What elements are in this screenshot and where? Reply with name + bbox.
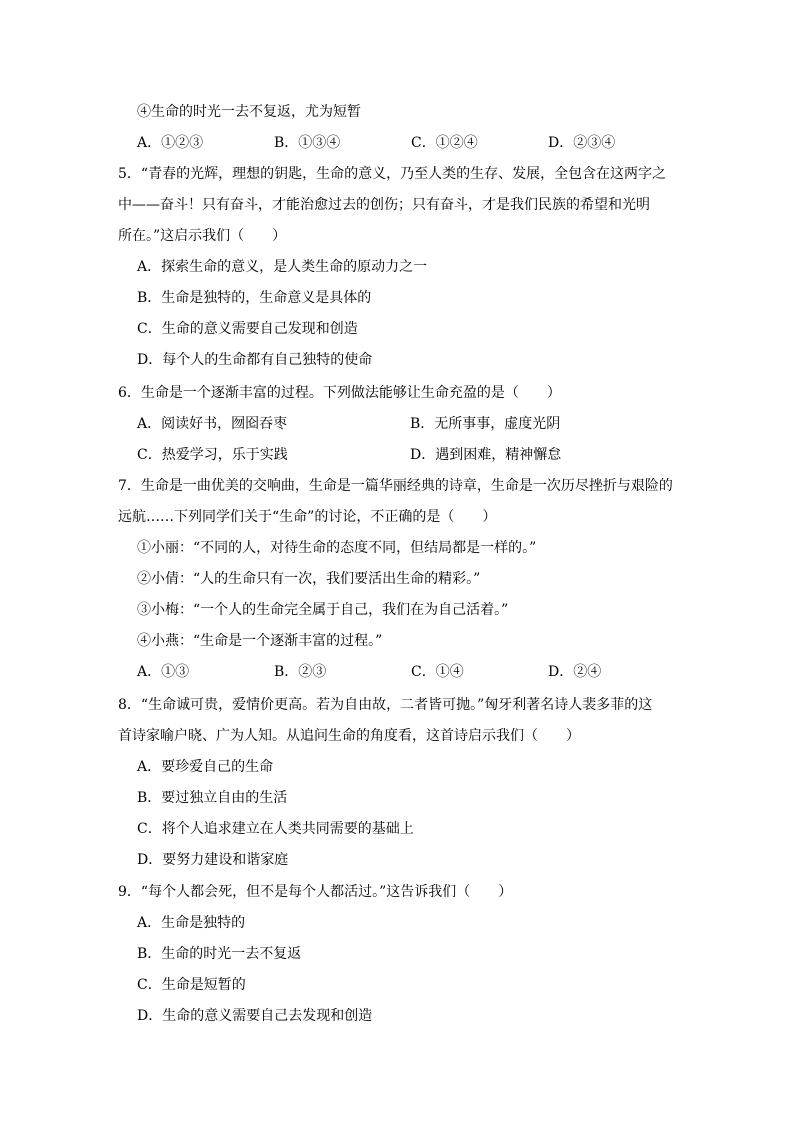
question-7-stem-line-2: 远航……下列同学们关于“生命”的讨论，不正确的是（ ） (118, 509, 497, 525)
question-9-stem: 9．“每个人都会死，但不是每个人都活过。”这告诉我们（ ） (118, 884, 513, 900)
question-5-stem-line-3: 所在。”这启示我们（ ） (118, 228, 287, 244)
option-d: D．要努力建设和谐家庭 (137, 852, 289, 868)
question-5-stem-line-2: 中——奋斗！只有奋斗，才能治愈过去的创伤；只有奋斗，才是我们民族的希望和光明 (118, 197, 650, 213)
question-7-item-4: ④小燕：“生命是一个逐渐丰富的过程。” (137, 633, 383, 649)
option-b: B．生命是独特的，生命意义是具体的 (137, 290, 372, 306)
option-a: A．生命是独特的 (137, 915, 246, 931)
question-6-options-row-1 (0, 409, 794, 440)
option-b: B．要过独立自由的生活 (137, 790, 288, 806)
option-d: D．遇到困难，精神懈怠 (410, 447, 562, 463)
question-7-item-3: ③小梅：“一个人的生命完全属于自己，我们在为自己活着。” (137, 602, 509, 618)
question-8-stem-line-2: 首诗家喻户晓、广为人知。从追问生命的角度看，这首诗启示我们（ ） (118, 728, 580, 744)
question-7 (0, 471, 794, 688)
option-c: C．将个人追求建立在人类共同需要的基础上 (137, 821, 414, 837)
question-5-stem-line-1: 5．“青春的光辉，理想的钥匙，生命的意义，乃至人类的生存、发展，全包含在这两字之 (118, 166, 667, 182)
option-b: B．①③④ (274, 135, 341, 151)
question-6-options-row-2 (0, 440, 794, 471)
question-7-item-2: ②小倩：“人的生命只有一次，我们要活出生命的精彩。” (137, 571, 481, 587)
option-a: A．①③ (137, 664, 190, 680)
option-c: C．①②④ (411, 135, 478, 151)
question-7-item-1: ①小丽：“不同的人，对待生命的态度不同，但结局都是一样的。” (137, 540, 537, 556)
option-c: C．生命的意义需要自己发现和创造 (137, 321, 358, 337)
option-d: D．生命的意义需要自己去发现和创造 (137, 1008, 373, 1024)
question-6-stem: 6．生命是一个逐渐丰富的过程。下列做法能够让生命充盈的是（ ） (118, 385, 561, 401)
question-5 (0, 159, 794, 376)
option-b: B．②③ (274, 664, 327, 680)
option-d: D．②④ (548, 664, 602, 680)
question-7-stem-line-1: 7．生命是一曲优美的交响曲，生命是一篇华丽经典的诗章，生命是一次历尽挫折与艰险的 (118, 478, 673, 494)
option-c: C．①④ (411, 664, 464, 680)
question-4-item-4: ④生命的时光一去不复返，尤为短暂 (137, 104, 361, 120)
question-9 (0, 877, 794, 1032)
question-4 (0, 97, 794, 159)
option-c: C．热爱学习，乐于实践 (137, 447, 288, 463)
question-7-options (0, 657, 794, 688)
option-a: A．①②③ (137, 135, 204, 151)
option-a: A．探索生命的意义，是人类生命的原动力之一 (137, 259, 428, 275)
question-4-options (0, 128, 794, 159)
question-8 (0, 690, 794, 876)
option-d: D．每个人的生命都有自己独特的使命 (137, 352, 373, 368)
option-c: C．生命是短暂的 (137, 977, 246, 993)
option-b: B．生命的时光一去不复返 (137, 946, 302, 962)
option-b: B．无所事事，虚度光阴 (410, 416, 561, 432)
option-a: A．阅读好书，囫囵吞枣 (137, 416, 288, 432)
option-d: D．②③④ (548, 135, 616, 151)
question-6 (0, 378, 794, 471)
option-a: A．要珍爱自己的生命 (137, 759, 274, 775)
question-8-stem-line-1: 8．“生命诚可贵，爱情价更高。若为自由故，二者皆可抛。”匈牙利著名诗人裴多菲的这 (118, 697, 653, 713)
